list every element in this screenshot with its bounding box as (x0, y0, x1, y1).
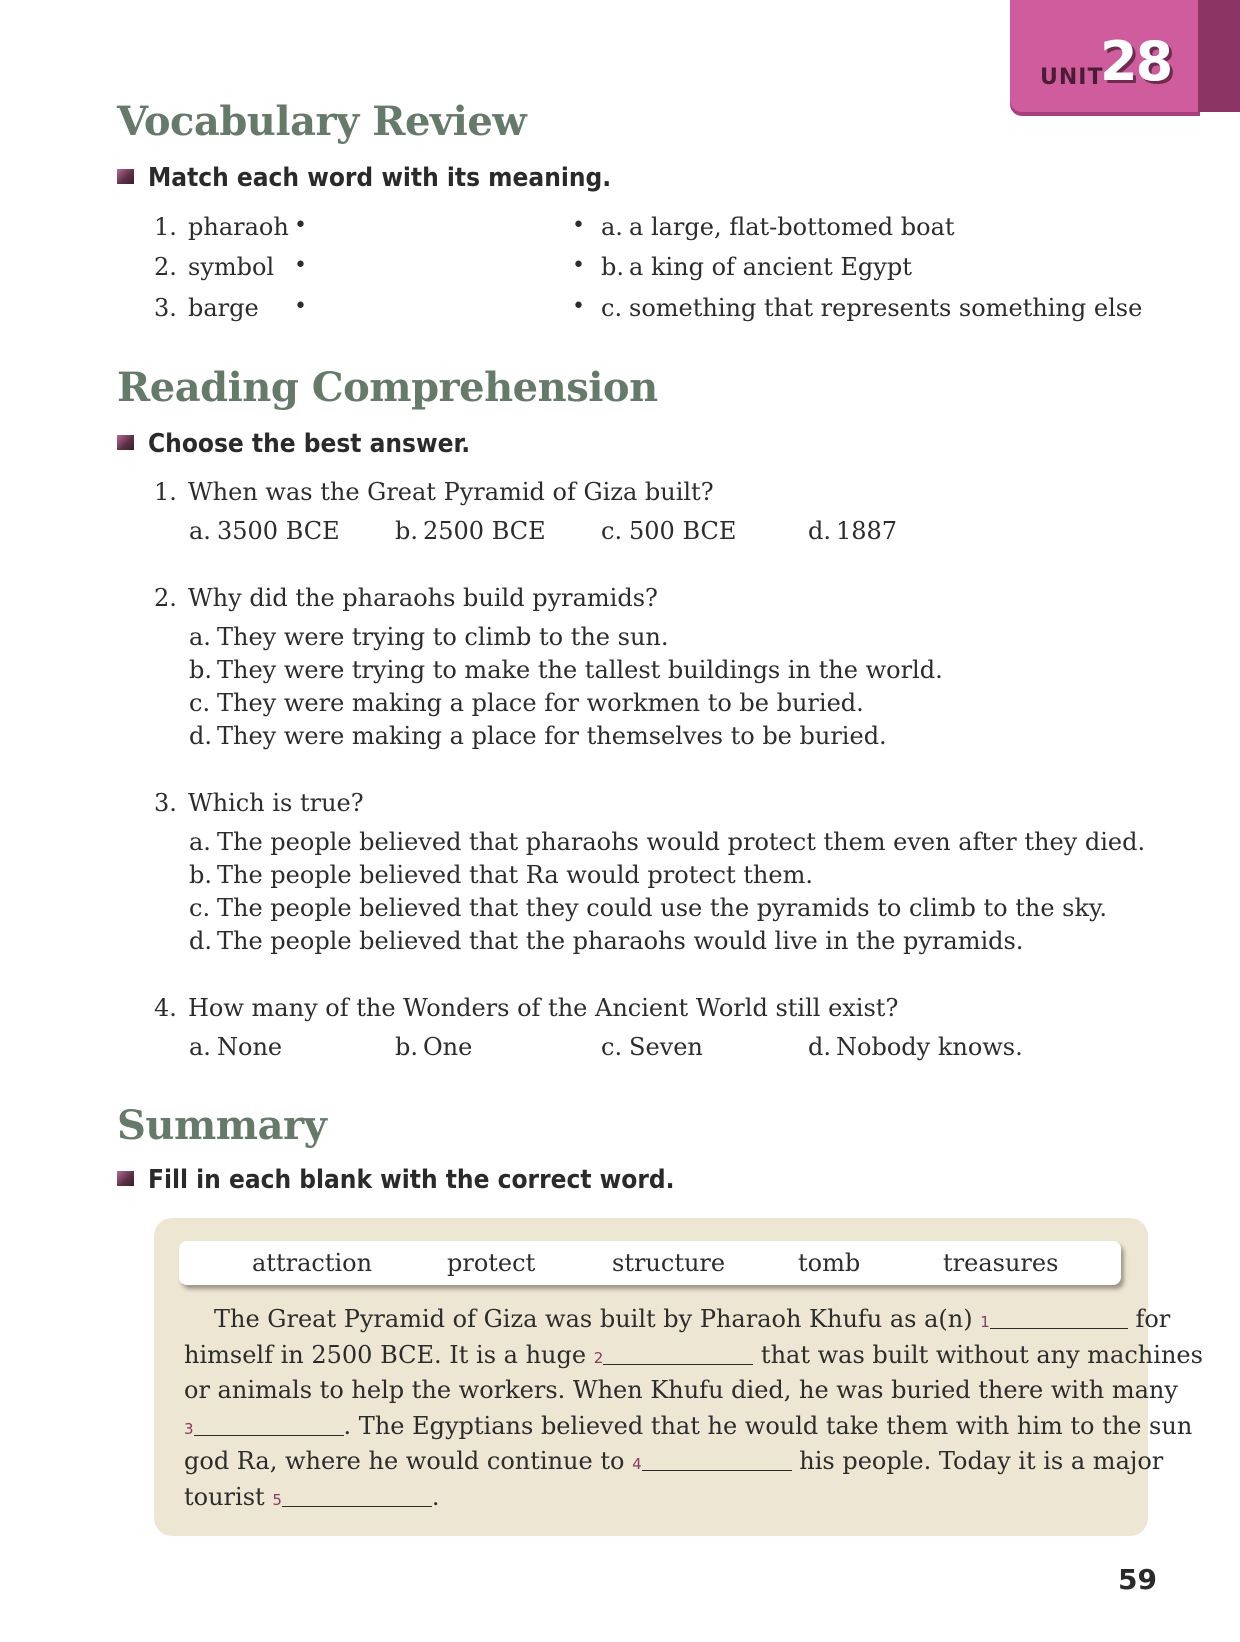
unit-number: 28 (1100, 30, 1172, 93)
question-4: 4. How many of the Wonders of the Ancient World still exist? (154, 994, 899, 1022)
match-dot-left[interactable]: • (294, 294, 307, 319)
vocab-meaning-b: b. a king of ancient Egypt (601, 253, 912, 281)
summary-line-5: god Ra, where he would continue to 4 his people. Today it is a major (184, 1447, 1164, 1475)
question-2: 2. Why did the pharaohs build pyramids? (154, 584, 658, 612)
blank-1[interactable] (990, 1310, 1128, 1329)
vocab-word-3: 3. barge (154, 294, 259, 322)
word-bank-item: attraction (252, 1249, 373, 1277)
vocab-instruction: Match each word with its meaning. (117, 163, 611, 193)
q3-option-b[interactable]: b. The people believed that Ra would protect them. (189, 861, 813, 889)
match-dot-right[interactable]: • (572, 253, 585, 278)
bullet-square-icon (117, 1171, 134, 1186)
q4-option-a[interactable]: a. None (189, 1033, 283, 1061)
page-number: 59 (1118, 1563, 1157, 1596)
q2-option-a[interactable]: a. They were trying to climb to the sun. (189, 623, 669, 651)
question-1: 1. When was the Great Pyramid of Giza built? (154, 478, 714, 506)
q4-option-d[interactable]: d. Nobody knows. (808, 1033, 1023, 1061)
blank-5[interactable] (282, 1488, 432, 1507)
unit-label: UNIT (1040, 65, 1104, 90)
question-3: 3. Which is true? (154, 789, 364, 817)
match-dot-left[interactable]: • (294, 213, 307, 238)
unit-tab-edge (1198, 0, 1240, 112)
q2-option-c[interactable]: c. They were making a place for workmen to be buried. (189, 689, 864, 717)
q4-option-c[interactable]: c. Seven (601, 1033, 703, 1061)
reading-heading: Reading Comprehension (117, 364, 658, 411)
q1-option-b[interactable]: b. 2500 BCE (395, 517, 546, 545)
vocab-heading: Vocabulary Review (117, 98, 527, 145)
summary-heading: Summary (117, 1102, 327, 1149)
q3-option-c[interactable]: c. The people believed that they could use the pyramids to climb to the sky. (189, 894, 1108, 922)
summary-line-6: tourist 5 . (184, 1483, 440, 1511)
vocab-meaning-c: c. something that represents something else (601, 294, 1143, 322)
summary-line-3: or animals to help the workers. When Khufu died, he was buried there with many (184, 1376, 1178, 1404)
vocab-word-1: 1. pharaoh (154, 213, 289, 241)
bullet-square-icon (117, 435, 134, 450)
q1-option-d[interactable]: d. 1887 (808, 517, 898, 545)
word-bank-item: treasures (943, 1249, 1059, 1277)
q1-option-c[interactable]: c. 500 BCE (601, 517, 737, 545)
match-dot-right[interactable]: • (572, 213, 585, 238)
q2-option-b[interactable]: b. They were trying to make the tallest buildings in the world. (189, 656, 943, 684)
match-dot-left[interactable]: • (294, 253, 307, 278)
word-bank-item: tomb (798, 1249, 861, 1277)
vocab-word-2: 2. symbol (154, 253, 275, 281)
summary-line-1: The Great Pyramid of Giza was built by Pharaoh Khufu as a(n) 1 for (214, 1305, 1171, 1333)
blank-4[interactable] (642, 1452, 792, 1471)
word-bank-item: structure (612, 1249, 726, 1277)
blank-3[interactable] (194, 1417, 344, 1436)
q4-option-b[interactable]: b. One (395, 1033, 473, 1061)
blank-2[interactable] (603, 1346, 753, 1365)
q2-option-d[interactable]: d. They were making a place for themselves to be buried. (189, 722, 887, 750)
summary-line-2: himself in 2500 BCE. It is a huge 2 that was built without any machines (184, 1341, 1203, 1369)
vocab-meaning-a: a. a large, flat-bottomed boat (601, 213, 955, 241)
q3-option-a[interactable]: a. The people believed that pharaohs would protect them even after they died. (189, 828, 1146, 856)
reading-instruction: Choose the best answer. (117, 429, 470, 459)
match-dot-right[interactable]: • (572, 294, 585, 319)
summary-line-4: 3 . The Egyptians believed that he would take them with him to the sun (184, 1412, 1193, 1440)
word-bank (179, 1241, 1121, 1285)
summary-instruction: Fill in each blank with the correct word. (117, 1165, 675, 1195)
q1-option-a[interactable]: a. 3500 BCE (189, 517, 340, 545)
word-bank-item: protect (447, 1249, 536, 1277)
q3-option-d[interactable]: d. The people believed that the pharaohs would live in the pyramids. (189, 927, 1024, 955)
bullet-square-icon (117, 169, 134, 184)
